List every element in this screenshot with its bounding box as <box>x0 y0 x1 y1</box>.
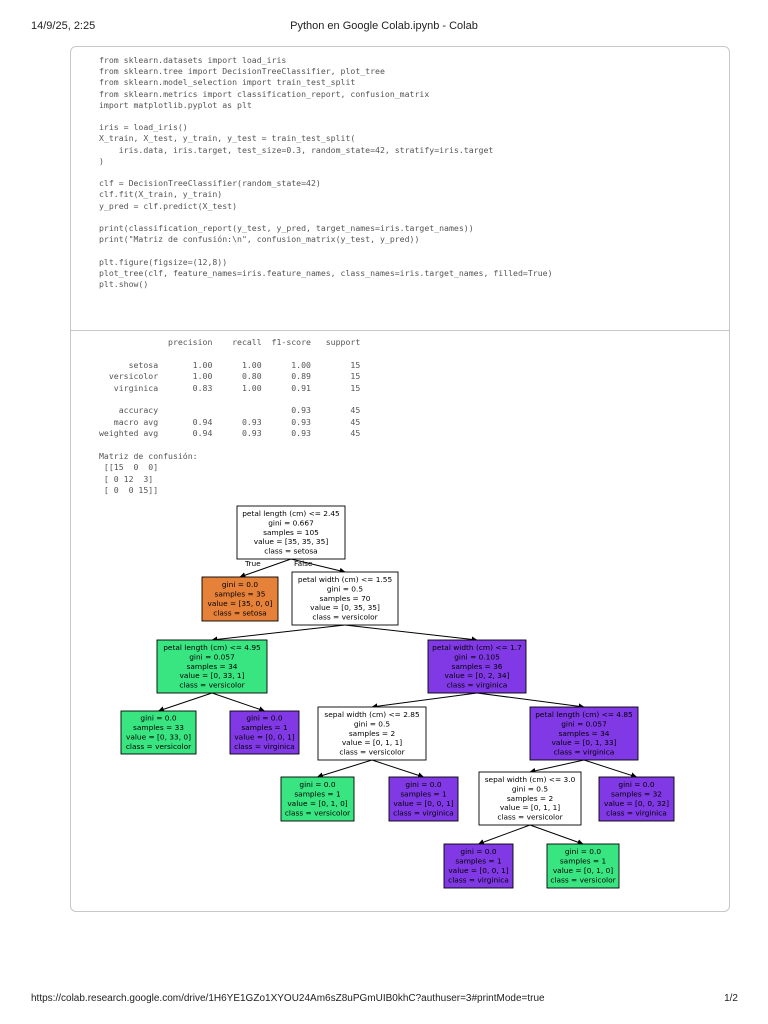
tree-node-text: class = setosa <box>264 546 318 556</box>
code-line: X_train, X_test, y_train, y_test = train_test_split( <box>99 133 356 144</box>
code-line: from sklearn.model_selection import train_test_split <box>99 77 356 88</box>
tree-node <box>444 844 513 888</box>
output-line: versicolor 1.00 0.80 0.89 15 <box>99 371 361 382</box>
tree-edge <box>477 693 584 707</box>
code-line: from sklearn.metrics import classification_report, confusion_matrix <box>99 88 430 99</box>
tree-edge <box>530 760 584 772</box>
code-line: import matplotlib.pyplot as plt <box>99 99 252 110</box>
tree-node-text: value = [35, 35, 35] <box>253 537 329 547</box>
code-line: from sklearn.tree import DecisionTreeClassifier, plot_tree <box>99 66 385 77</box>
tree-node <box>547 844 619 888</box>
tree-node-text: gini = 0.105 <box>454 652 500 662</box>
output-line: [[15 0 0] <box>99 462 159 473</box>
tree-node-text: class = virginica <box>448 875 509 885</box>
tree-node-text: class = virginica <box>393 808 454 818</box>
branch-label-true: True <box>245 559 261 568</box>
tree-node <box>530 707 638 760</box>
tree-node-text: petal length (cm) <= 2.45 <box>242 509 340 518</box>
tree-node-text: samples = 1 <box>559 856 607 866</box>
tree-node-text: samples = 1 <box>455 856 502 866</box>
tree-edge <box>479 825 531 844</box>
page-title: Python en Google Colab.ipynb - Colab <box>290 20 478 32</box>
output-line: [ 0 12 3] <box>99 473 154 484</box>
tree-node-text: value = [0, 33, 1] <box>179 671 245 681</box>
tree-node-text: gini = 0.0 <box>564 847 602 857</box>
tree-node <box>281 777 354 821</box>
code-line: print("Matriz de confusión:\n", confusion_matrix(y_test, y_pred)) <box>99 234 420 245</box>
tree-node-text: gini = 0.0 <box>460 847 497 857</box>
output-line: setosa 1.00 1.00 1.00 15 <box>99 359 361 370</box>
tree-node-text: petal length (cm) <= 4.95 <box>163 643 261 652</box>
tree-node-text: gini = 0.0 <box>405 780 442 790</box>
tree-node <box>157 640 267 693</box>
print-date: 14/9/25, 2:25 <box>31 20 96 32</box>
tree-node-text: samples = 33 <box>132 723 185 733</box>
tree-edge <box>318 760 373 777</box>
tree-node <box>389 777 458 821</box>
code-line: iris.data, iris.target, test_size=0.3, random_state=42, stratify=iris.target <box>99 144 494 155</box>
tree-node-text: samples = 35 <box>214 589 266 599</box>
output-line: Matriz de confusión: <box>99 451 198 462</box>
tree-node-text: gini = 0.0 <box>618 780 655 790</box>
tree-node-text: samples = 34 <box>558 728 610 738</box>
tree-node-text: class = versicolor <box>497 812 563 822</box>
tree-node-text: value = [0, 0, 1] <box>393 799 454 808</box>
tree-node <box>202 577 278 621</box>
tree-node <box>599 777 674 821</box>
tree-node <box>292 572 398 625</box>
tree-edge <box>584 760 637 777</box>
tree-node-text: class = virginica <box>606 808 667 818</box>
code-line: plt.show() <box>99 279 149 290</box>
tree-node <box>237 506 345 559</box>
tree-node <box>121 711 196 754</box>
tree-node-text: samples = 32 <box>610 789 663 799</box>
tree-node-text: value = [0, 0, 1] <box>448 866 509 875</box>
tree-node-text: sepal width (cm) <= 2.85 <box>324 710 420 719</box>
output-line: precision recall f1-score support <box>99 337 361 347</box>
tree-node-text: samples = 2 <box>348 728 396 738</box>
branch-label-false: False <box>294 559 313 568</box>
tree-node-text: gini = 0.057 <box>561 719 607 729</box>
tree-node-text: samples = 70 <box>319 593 371 603</box>
code-line: plot_tree(clf, feature_names=iris.feature_names, class_names=iris.target_names, filled=True) <box>99 267 553 278</box>
code-line: y_pred = clf.predict(X_test) <box>99 200 238 211</box>
tree-node-text: gini = 0.057 <box>189 652 235 662</box>
tree-node-text: value = [35, 0, 0] <box>207 599 273 608</box>
output-line: accuracy 0.93 45 <box>99 405 361 416</box>
footer-url: https://colab.research.google.com/drive/1H6YE1GZo1XYOU24Am6sZ8uPGmUIB0khC?authuser=3#printMode=true <box>31 993 545 1004</box>
tree-node-text: gini = 0.5 <box>511 784 549 794</box>
tree-node <box>428 640 526 693</box>
tree-node-text: value = [0, 1, 0] <box>552 866 614 875</box>
tree-node-text: value = [0, 33, 0] <box>125 732 192 742</box>
tree-edge <box>212 693 265 711</box>
tree-node-text: gini = 0.5 <box>353 719 391 729</box>
tree-edge <box>212 625 345 640</box>
tree-node-text: gini = 0.0 <box>221 580 259 590</box>
tree-node-text: value = [0, 1, 0] <box>287 799 348 808</box>
output-line: [ 0 0 15]] <box>99 485 159 496</box>
tree-node-text: class = virginica <box>553 747 615 757</box>
code-line: clf.fit(X_train, y_train) <box>99 189 223 200</box>
tree-node <box>479 772 581 825</box>
tree-node-text: gini = 0.0 <box>299 780 336 790</box>
tree-node-text: value = [0, 1, 1] <box>499 803 561 813</box>
tree-node-text: gini = 0.667 <box>268 518 314 528</box>
tree-node-text: value = [0, 1, 33] <box>551 738 617 748</box>
tree-edge <box>372 760 424 777</box>
code-line: print(classification_report(y_test, y_pred, target_names=iris.target_names)) <box>99 223 474 234</box>
tree-node-text: class = versicolor <box>550 875 616 885</box>
tree-node-text: class = versicolor <box>339 747 405 757</box>
tree-node-text: gini = 0.0 <box>246 713 283 723</box>
tree-node-text: petal width (cm) <= 1.7 <box>432 643 522 652</box>
tree-node-text: samples = 1 <box>241 723 288 733</box>
tree-edge <box>530 825 583 844</box>
tree-node-text: class = virginica <box>446 680 508 690</box>
tree-node-text: value = [0, 35, 35] <box>310 603 380 613</box>
tree-node-text: class = virginica <box>234 741 295 751</box>
output-line: weighted avg 0.94 0.93 0.93 45 <box>99 428 361 439</box>
code-line: plt.figure(figsize=(12,8)) <box>99 256 228 267</box>
tree-node-text: samples = 34 <box>186 661 238 671</box>
tree-node-text: class = versicolor <box>284 808 351 818</box>
tree-node-text: samples = 1 <box>294 789 341 799</box>
tree-node <box>230 711 299 754</box>
code-line: from sklearn.datasets import load_iris <box>99 55 287 65</box>
tree-node-text: petal width (cm) <= 1.55 <box>297 575 393 584</box>
tree-node-text: samples = 36 <box>451 661 503 671</box>
tree-edge <box>372 693 477 707</box>
tree-edge <box>345 625 477 640</box>
tree-node-text: value = [0, 2, 34] <box>444 671 510 681</box>
tree-node-text: samples = 1 <box>400 789 447 799</box>
tree-node-text: gini = 0.5 <box>326 584 364 594</box>
tree-node-text: gini = 0.0 <box>140 713 177 723</box>
code-line: ) <box>99 155 104 166</box>
tree-edge <box>159 693 213 711</box>
tree-node-text: class = versicolor <box>312 612 378 622</box>
tree-node-text: samples = 2 <box>506 793 554 803</box>
tree-node-text: samples = 105 <box>263 527 319 537</box>
tree-node-text: class = versicolor <box>125 741 192 751</box>
tree-node-text: sepal width (cm) <= 3.0 <box>484 775 576 784</box>
tree-node-text: value = [0, 0, 32] <box>603 799 670 808</box>
code-line: iris = load_iris() <box>99 122 188 133</box>
tree-node-text: value = [0, 1, 1] <box>341 738 403 748</box>
output-line: macro avg 0.94 0.93 0.93 45 <box>99 416 361 427</box>
code-line: clf = DecisionTreeClassifier(random_state=42) <box>99 178 321 189</box>
tree-node-text: class = versicolor <box>179 680 245 690</box>
output-line: virginica 0.83 1.00 0.91 15 <box>99 382 361 393</box>
tree-node-text: value = [0, 0, 1] <box>234 732 295 742</box>
page-number: 1/2 <box>724 993 738 1004</box>
tree-node <box>318 707 426 760</box>
tree-node-text: petal length (cm) <= 4.85 <box>535 710 633 719</box>
tree-node-text: class = setosa <box>213 608 267 618</box>
